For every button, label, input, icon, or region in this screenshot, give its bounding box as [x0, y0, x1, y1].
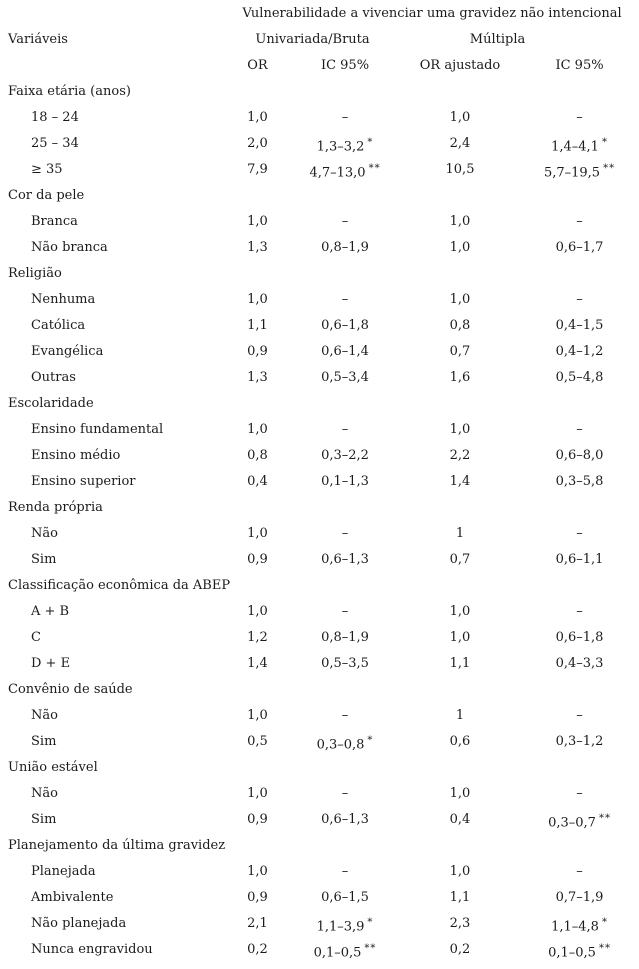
ic-value: 0,8–1,9 — [321, 239, 369, 255]
table-row — [0, 728, 639, 754]
significance-marker: * — [367, 137, 374, 149]
col-header-ic-adjusted: IC 95% — [555, 57, 604, 73]
row-label: Católica — [31, 317, 86, 333]
section-row — [0, 260, 639, 286]
group-header-multiple: Múltipla — [469, 31, 526, 47]
or-adjusted-value: 1,0 — [449, 239, 471, 255]
ic-value: – — [341, 863, 349, 879]
ic-adjusted-value: 0,3–1,2 — [555, 733, 604, 749]
or-value: 2,0 — [247, 135, 268, 151]
ic-value: 0,1–0,5 ** — [313, 943, 377, 961]
ic-value: 0,5–3,5 — [321, 655, 369, 671]
section-row — [0, 572, 639, 598]
or-value: 0,9 — [247, 551, 268, 567]
row-label: Ensino superior — [31, 473, 136, 489]
table-row — [0, 858, 639, 884]
ic-adjusted-value: – — [576, 707, 583, 723]
or-value: 1,0 — [247, 213, 268, 229]
ic-adjusted-value: – — [576, 525, 583, 541]
column-header-row — [0, 52, 639, 78]
or-adjusted-value: 1,6 — [449, 369, 471, 385]
row-label: Outras — [31, 369, 76, 385]
ic-adjusted-value: 1,1–4,8 * — [551, 917, 608, 935]
ic-adjusted-value: 0,6–1,8 — [555, 629, 604, 645]
or-value: 7,9 — [247, 161, 268, 177]
or-adjusted-value: 0,7 — [449, 551, 471, 567]
ic-value: 4,7–13,0 ** — [309, 163, 381, 181]
section-row — [0, 832, 639, 858]
ic-value: – — [341, 213, 349, 229]
significance-marker: ** — [598, 813, 611, 825]
table-row — [0, 286, 639, 312]
ic-value: – — [341, 603, 349, 619]
row-label: Não planejada — [31, 915, 127, 931]
row-label: C — [31, 629, 41, 645]
group-header-row — [0, 26, 639, 52]
row-label: 25 – 34 — [31, 135, 79, 151]
row-label: A + B — [31, 603, 70, 619]
section-row — [0, 390, 639, 416]
or-value: 0,5 — [247, 733, 268, 749]
table-row — [0, 650, 639, 676]
ic-value: 0,8–1,9 — [321, 629, 369, 645]
section-label: Escolaridade — [8, 395, 94, 411]
or-value: 0,9 — [247, 811, 268, 827]
significance-marker: * — [367, 917, 374, 929]
or-value: 1,0 — [247, 109, 268, 125]
or-value: 1,1 — [247, 317, 268, 333]
section-label: Classificação econômica da ABEP — [8, 577, 231, 593]
or-value: 1,3 — [247, 369, 268, 385]
ic-adjusted-value: 0,5–4,8 — [555, 369, 604, 385]
ic-adjusted-value: 0,6–1,7 — [555, 239, 604, 255]
ic-adjusted-value: 1,4–4,1 * — [551, 137, 608, 155]
section-label: Faixa etária (anos) — [8, 83, 131, 99]
row-label: Ensino fundamental — [31, 421, 164, 437]
or-adjusted-value: 2,2 — [449, 447, 471, 463]
section-row — [0, 754, 639, 780]
ic-adjusted-value: 0,6–8,0 — [555, 447, 604, 463]
or-adjusted-value: 1 — [455, 525, 465, 541]
row-label: Sim — [31, 733, 57, 749]
ic-value: – — [341, 421, 349, 437]
title-row — [0, 0, 639, 26]
table-row — [0, 364, 639, 390]
table-row — [0, 234, 639, 260]
or-value: 1,0 — [247, 603, 268, 619]
row-label: Planejada — [31, 863, 96, 879]
row-label: ≥ 35 — [31, 161, 63, 177]
or-value: 1,0 — [247, 291, 268, 307]
section-row — [0, 676, 639, 702]
table-row — [0, 416, 639, 442]
table-row — [0, 130, 639, 156]
significance-marker: * — [601, 137, 608, 149]
significance-marker: ** — [598, 943, 611, 955]
table-row — [0, 598, 639, 624]
ic-value: – — [341, 707, 349, 723]
col-header-ic: IC 95% — [320, 57, 370, 73]
or-adjusted-value: 2,4 — [449, 135, 471, 151]
or-adjusted-value: 1,0 — [449, 863, 471, 879]
table-row — [0, 936, 639, 962]
table-row — [0, 910, 639, 936]
section-label: Cor da pele — [8, 187, 85, 203]
ic-value: – — [341, 291, 349, 307]
or-value: 1,0 — [247, 525, 268, 541]
title-row-spacer — [0, 0, 225, 26]
section-row — [0, 494, 639, 520]
table-row — [0, 104, 639, 130]
section-label: Religião — [8, 265, 62, 281]
table-row — [0, 780, 639, 806]
ic-adjusted-value: – — [576, 785, 583, 801]
ic-adjusted-value: – — [576, 421, 583, 437]
table-row — [0, 312, 639, 338]
ic-value: 0,3–0,8 * — [316, 735, 374, 753]
or-adjusted-value: 1,0 — [449, 421, 471, 437]
or-adjusted-value: 1,1 — [449, 889, 471, 905]
row-label: Nunca engravidou — [31, 941, 153, 957]
or-adjusted-value: 1,0 — [449, 603, 471, 619]
table-row — [0, 520, 639, 546]
table-row — [0, 156, 639, 182]
ic-adjusted-value: – — [576, 291, 583, 307]
ic-adjusted-value: – — [576, 213, 583, 229]
ic-adjusted-value: – — [576, 603, 583, 619]
ic-value: – — [341, 109, 349, 125]
section-row — [0, 182, 639, 208]
row-label: D + E — [31, 655, 71, 671]
row-label: Não — [31, 707, 58, 723]
or-adjusted-value: 1,0 — [449, 629, 471, 645]
table-row — [0, 338, 639, 364]
table-title: Vulnerabilidade a vivenciar uma gravidez não intencional — [242, 5, 622, 21]
row-label: Sim — [31, 551, 57, 567]
ic-value: 0,1–1,3 — [321, 473, 369, 489]
or-value: 1,0 — [247, 863, 268, 879]
row-label: Nenhuma — [31, 291, 96, 307]
col-header-or-adjusted: OR ajustado — [419, 57, 501, 73]
or-value: 0,9 — [247, 343, 268, 359]
or-value: 0,2 — [247, 941, 268, 957]
ic-adjusted-value: 0,4–1,5 — [555, 317, 604, 333]
ic-adjusted-value: 0,6–1,1 — [555, 551, 604, 567]
ic-adjusted-value: 0,3–5,8 — [555, 473, 604, 489]
or-value: 1,0 — [247, 707, 268, 723]
section-label: União estável — [8, 759, 98, 775]
ic-value: 0,6–1,4 — [321, 343, 369, 359]
ic-adjusted-value: 0,7–1,9 — [555, 889, 604, 905]
row-label: Ensino médio — [31, 447, 121, 463]
or-adjusted-value: 1,0 — [449, 785, 471, 801]
or-adjusted-value: 1,4 — [449, 473, 471, 489]
or-adjusted-value: 1 — [455, 707, 465, 723]
ic-value: 0,6–1,8 — [321, 317, 369, 333]
or-value: 1,2 — [247, 629, 268, 645]
row-label: Não — [31, 525, 58, 541]
row-label: Ambivalente — [31, 889, 114, 905]
row-label: Sim — [31, 811, 57, 827]
table-row — [0, 884, 639, 910]
or-adjusted-value: 1,1 — [449, 655, 471, 671]
ic-adjusted-value: 0,4–3,3 — [555, 655, 604, 671]
or-value: 1,3 — [247, 239, 268, 255]
or-adjusted-value: 2,3 — [449, 915, 471, 931]
or-adjusted-value: 0,8 — [449, 317, 471, 333]
or-value: 1,0 — [247, 421, 268, 437]
ic-value: 1,1–3,9 * — [316, 917, 374, 935]
or-adjusted-value: 1,0 — [449, 291, 471, 307]
or-adjusted-value: 0,6 — [449, 733, 471, 749]
table-row — [0, 806, 639, 832]
table-row — [0, 208, 639, 234]
ic-adjusted-value: – — [576, 109, 583, 125]
group-header-univariate: Univariada/Bruta — [255, 31, 370, 47]
or-adjusted-value: 1,0 — [449, 109, 471, 125]
section-label: Convênio de saúde — [8, 681, 133, 697]
col-header-or: OR — [247, 57, 268, 73]
table-row — [0, 442, 639, 468]
ic-adjusted-value: 5,7–19,5 ** — [543, 163, 616, 181]
or-adjusted-value: 1,0 — [449, 213, 471, 229]
or-value: 2,1 — [247, 915, 268, 931]
or-adjusted-value: 0,7 — [449, 343, 471, 359]
or-adjusted-value: 0,4 — [449, 811, 471, 827]
or-adjusted-value: 10,5 — [445, 161, 475, 177]
section-row — [0, 78, 639, 104]
ic-value: – — [341, 785, 349, 801]
table-row — [0, 624, 639, 650]
or-value: 1,4 — [247, 655, 268, 671]
significance-marker: * — [367, 735, 374, 747]
or-value: 1,0 — [247, 785, 268, 801]
ic-adjusted-value: 0,4–1,2 — [555, 343, 604, 359]
or-value: 0,8 — [247, 447, 268, 463]
or-value: 0,9 — [247, 889, 268, 905]
ic-value: 0,6–1,3 — [321, 551, 369, 567]
row-label: Não — [31, 785, 58, 801]
column-header-spacer — [0, 52, 225, 78]
significance-marker: * — [601, 917, 608, 929]
or-adjusted-value: 0,2 — [449, 941, 471, 957]
row-label: 18 – 24 — [31, 109, 79, 125]
ic-value: – — [341, 525, 349, 541]
ic-value: 0,6–1,3 — [321, 811, 369, 827]
ic-value: 0,3–2,2 — [321, 447, 369, 463]
or-value: 0,4 — [247, 473, 268, 489]
row-label: Evangélica — [31, 343, 104, 359]
ic-adjusted-value: – — [576, 863, 583, 879]
ic-value: 0,6–1,5 — [321, 889, 369, 905]
significance-marker: ** — [364, 943, 377, 955]
significance-marker: ** — [603, 163, 616, 175]
table-row — [0, 702, 639, 728]
table-row — [0, 468, 639, 494]
ic-value: 0,5–3,4 — [321, 369, 369, 385]
significance-marker: ** — [368, 163, 381, 175]
ic-value: 1,3–3,2 * — [316, 137, 374, 155]
row-label: Não branca — [31, 239, 108, 255]
section-label: Renda própria — [8, 499, 103, 515]
section-label: Planejamento da última gravidez — [8, 837, 226, 853]
table-row — [0, 546, 639, 572]
ic-adjusted-value: 0,3–0,7 ** — [548, 813, 611, 831]
ic-adjusted-value: 0,1–0,5 ** — [548, 943, 611, 961]
variables-header: Variáveis — [8, 31, 68, 47]
row-label: Branca — [31, 213, 78, 229]
